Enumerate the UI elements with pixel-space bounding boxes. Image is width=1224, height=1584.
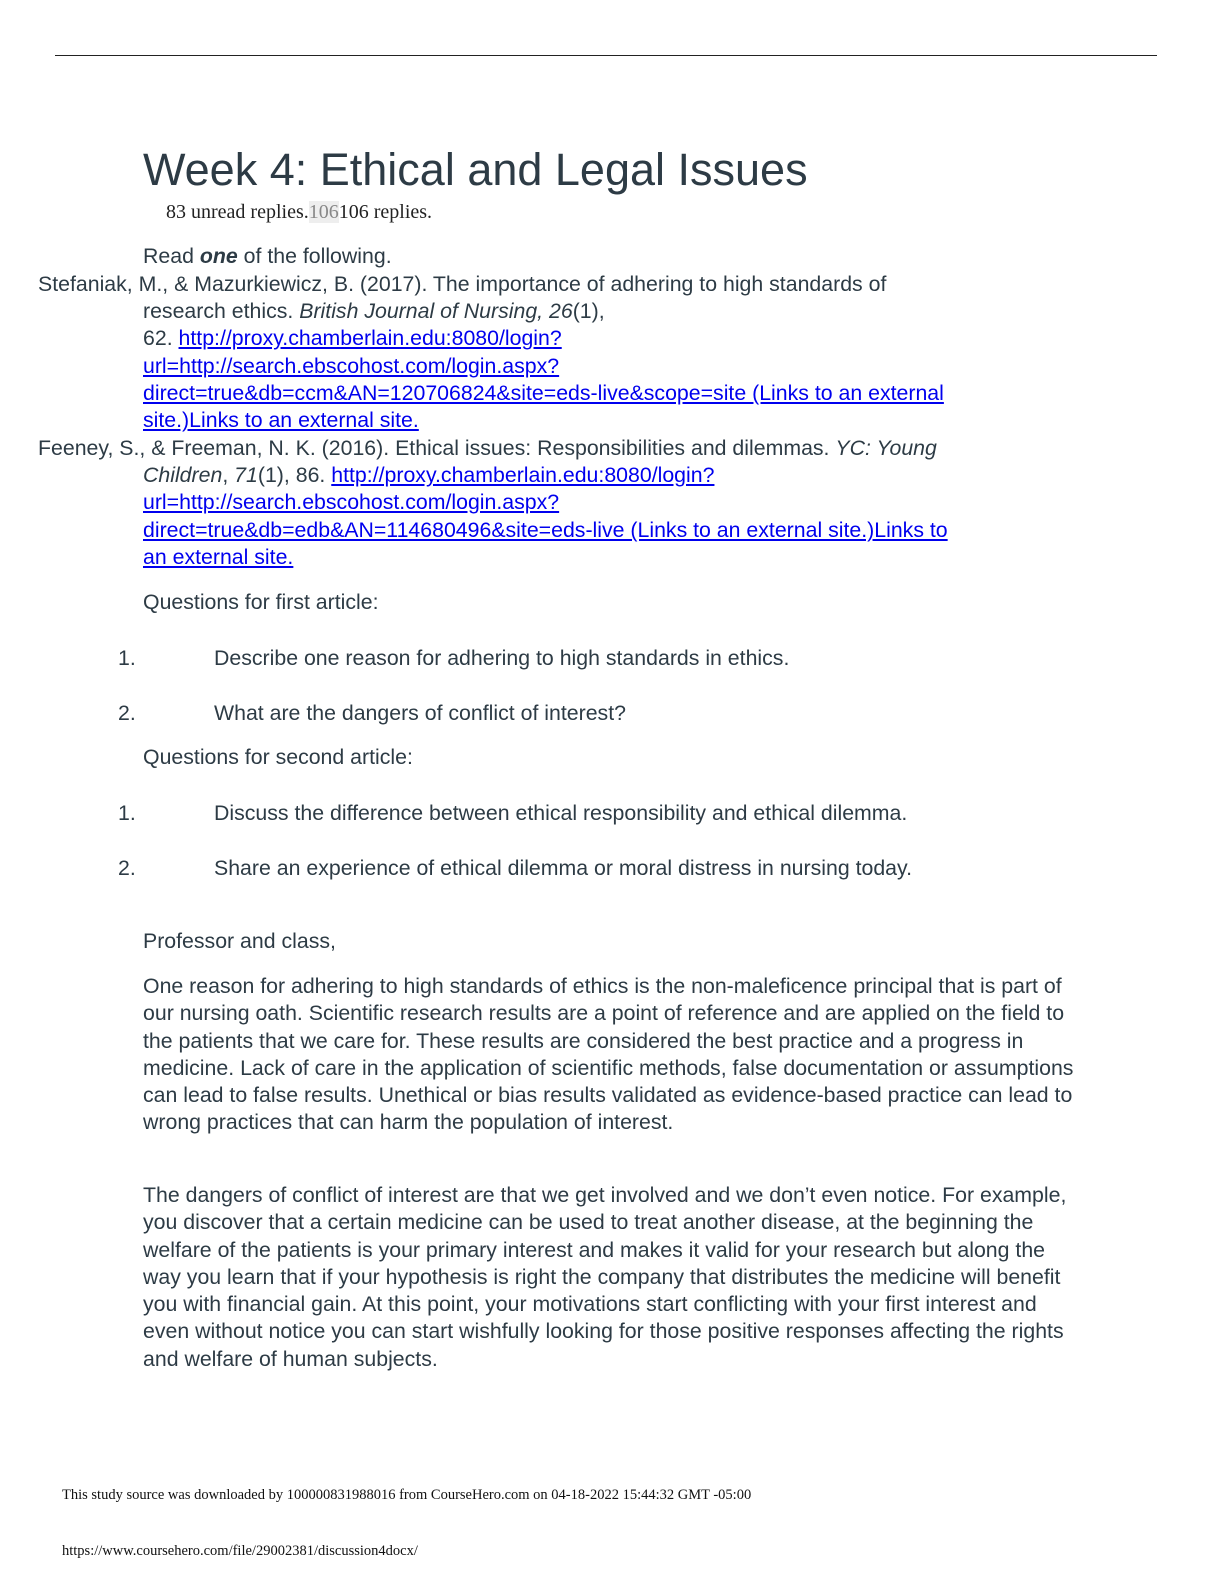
source-url: https://www.coursehero.com/file/29002381/discussion4docx/: [62, 1543, 418, 1559]
reference-2-line: [143, 489, 559, 516]
header-rule: [55, 55, 1157, 56]
total-replies: 106 replies.: [338, 201, 433, 223]
reference-1-line: [143, 380, 944, 407]
list-item-number: 2.: [118, 856, 136, 880]
response-salutation: Professor and class,: [143, 929, 336, 953]
reference-1-line: Stefaniak, M., & Mazurkiewicz, B. (2017). The importance of adhering to high standards of: [38, 272, 887, 296]
list-item-number: 1.: [118, 801, 136, 825]
read-instruction: Read one of the following.: [143, 244, 392, 268]
list-item-number: 2.: [118, 701, 136, 725]
download-notice: This study source was downloaded by 100000831988016 from CourseHero.com on 04-18-2022 15:44:32 GMT -05:00: [62, 1487, 752, 1503]
reference-2-link[interactable]: http://proxy.chamberlain.edu:8080/login?: [331, 463, 715, 487]
reference-1-line: [143, 353, 559, 380]
list-item: Discuss the difference between ethical responsibility and ethical dilemma.: [214, 801, 908, 825]
reference-1-link[interactable]: url=http://search.ebscohost.com/login.aspx?: [143, 354, 560, 378]
unread-replies: 83 unread replies.: [166, 201, 309, 223]
reference-2-line: Feeney, S., & Freeman, N. K. (2016). Ethical issues: Responsibilities and dilemmas. YC: Young: [38, 436, 937, 460]
journal-name: YC: Young: [835, 436, 937, 460]
reference-2-line: [143, 517, 948, 544]
page-title: Week 4: Ethical and Legal Issues: [143, 144, 808, 195]
reference-2-link[interactable]: url=http://search.ebscohost.com/login.aspx?: [143, 490, 560, 514]
reference-2-link[interactable]: an external site.: [143, 545, 294, 569]
response-paragraph-1: One reason for adhering to high standards of ethics is the non-maleficence principal that is part of our nursing oath. Scientific research results are a point of reference and are applied on the field to the patients that we care for. These results are considered the best practice and a progress in medicine. Lack of care in the application of scientific methods, false documentation or assumptions can lead to false results. Unethical or bias results validated as evidence-based practice can lead to wrong practices that can harm the population of interest.: [143, 974, 1074, 1135]
questions-second-heading: Questions for second article:: [143, 745, 413, 769]
journal-name: British Journal of Nursing, 26: [299, 299, 573, 323]
list-item: Share an experience of ethical dilemma or moral distress in nursing today.: [214, 856, 913, 880]
list-item: What are the dangers of conflict of interest?: [214, 701, 626, 725]
reply-count: [166, 199, 432, 225]
list-item-number: 1.: [118, 646, 136, 670]
list-item: Describe one reason for adhering to high standards in ethics.: [214, 646, 790, 670]
reference-1-line: [143, 407, 419, 434]
read-emphasis: one: [199, 244, 238, 268]
reference-1-link[interactable]: http://proxy.chamberlain.edu:8080/login?: [178, 326, 562, 350]
questions-first-heading: Questions for first article:: [143, 590, 379, 614]
reference-2-line: [143, 544, 293, 571]
reference-1-link[interactable]: direct=true&db=ccm&AN=120706824&site=eds-live&scope=site (Links to an external: [143, 381, 944, 405]
reference-2-line: Children, 71(1), 86. http://proxy.chamberlain.edu:8080/login?: [143, 463, 715, 487]
reference-1-link[interactable]: site.)Links to an external site.: [143, 408, 419, 432]
reference-2-link[interactable]: direct=true&db=edb&AN=114680496&site=eds-live (Links to an external site.)Links to: [143, 518, 948, 542]
reference-1-line: 62. http://proxy.chamberlain.edu:8080/login?: [143, 326, 562, 350]
reply-count-badge: 106: [308, 201, 339, 223]
response-paragraph-2: The dangers of conflict of interest are that we get involved and we don’t even notice. For example, you discover that a certain medicine can be used to treat another disease, at the beginning the welfare of the patients is your primary interest and makes it valid for your research but along the way you learn that if your hypothesis is right the company that distributes the medicine will benefit you with financial gain. At this point, your motivations start conflicting with your first interest and even without notice you can start wishfully looking for those positive responses affecting the rights and welfare of human subjects.: [143, 1183, 1067, 1371]
reference-1-line: research ethics. British Journal of Nursing, 26(1),: [143, 299, 605, 323]
